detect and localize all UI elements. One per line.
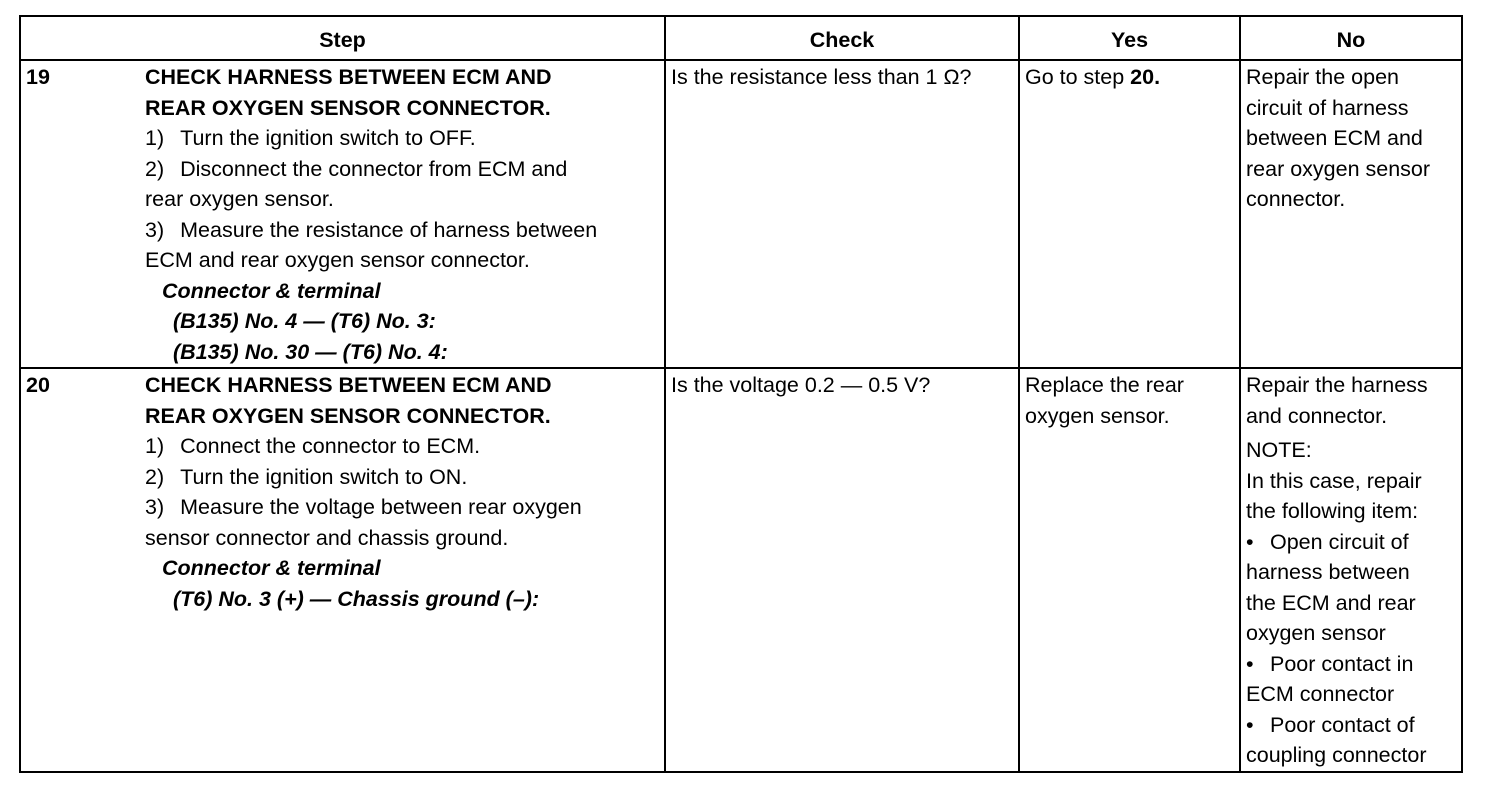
no-cell [1240,368,1462,772]
procedure-text: Connect the connector to ECM. [180,434,481,458]
procedure-step [145,215,659,246]
step-title: CHECK HARNESS BETWEEN ECM AND [145,373,552,397]
procedure-text: ECM and rear oxygen sensor connector. [145,248,530,272]
procedure-step [145,123,659,154]
procedure-number: 2) [145,464,165,489]
procedure-text: sensor connector and chassis ground. [145,525,509,550]
procedure-number: 2) [145,156,165,181]
bullet-item: • Poor contact of [1246,710,1456,741]
step-title: REAR OXYGEN SENSOR CONNECTOR. [145,95,551,120]
terminal-heading: Connector & terminal [162,556,381,580]
step-number: 19 [26,65,50,89]
procedure-step [145,431,659,462]
table-row [20,60,1462,368]
procedure-text: rear oxygen sensor. [145,187,334,211]
bullet-item: • Poor contact in [1246,649,1456,680]
no-text: and connector. [1246,403,1388,428]
check-cell: Is the voltage 0.2 — 0.5 V? [665,368,1019,772]
procedure-number: 1) [145,434,165,458]
procedure-text: Disconnect the connector from ECM and [180,156,568,181]
bullet-continuation: ECM connector [1246,682,1395,706]
no-text: connector. [1246,187,1346,211]
step-reference: 20 [1130,65,1155,89]
terminal-spec: (T6) No. 3 (+) — Chassis ground (–): [173,586,540,611]
procedure-step [145,154,659,185]
procedure-number: 3) [145,495,165,519]
diagnostic-table [19,15,1463,773]
procedure-text: Turn the ignition switch to ON. [180,464,468,489]
header-check: Check [665,16,1019,60]
step-reference-period: . [1154,65,1161,89]
no-text: circuit of harness [1246,95,1409,120]
header-no: No [1240,16,1462,60]
yes-text: Go to step [1025,65,1131,89]
no-text: rear oxygen sensor [1246,156,1431,181]
procedure-step [145,462,659,493]
bullet-continuation: harness between [1246,560,1410,584]
header-step: Step [20,16,665,60]
step-cell [20,368,665,772]
no-text: Repair the harness [1246,373,1428,397]
procedure-number: 3) [145,217,165,242]
yes-cell [1019,60,1240,368]
yes-text: Replace the rear [1025,373,1184,397]
procedure-text: Measure the voltage between rear oxygen [180,495,582,519]
yes-cell [1019,368,1240,772]
yes-text: oxygen sensor. [1025,403,1170,428]
no-cell [1240,60,1462,368]
note-text: the following item: [1246,499,1419,523]
step-title: REAR OXYGEN SENSOR CONNECTOR. [145,403,551,428]
terminal-heading: Connector & terminal [162,278,381,303]
step-cell [20,60,665,368]
table-row [20,368,1462,772]
no-text: between ECM and [1246,126,1423,150]
header-yes: Yes [1019,16,1240,60]
procedure-number: 1) [145,126,165,150]
procedure-step [145,492,659,523]
terminal-spec: (B135) No. 4 — (T6) No. 3: [173,309,436,333]
bullet-item: • Open circuit of [1246,527,1456,558]
bullet-continuation: the ECM and rear [1246,590,1416,615]
step-title: CHECK HARNESS BETWEEN ECM AND [145,65,552,89]
step-number: 20 [26,373,50,397]
header-row [20,16,1462,60]
bullet-continuation: coupling connector [1246,743,1427,767]
check-cell: Is the resistance less than 1 Ω? [665,60,1019,368]
procedure-text: Measure the resistance of harness between [180,217,598,242]
note-label: NOTE: [1246,438,1312,462]
terminal-spec: (B135) No. 30 — (T6) No. 4: [173,339,448,364]
bullet-continuation: oxygen sensor [1246,621,1386,645]
procedure-text: Turn the ignition switch to OFF. [180,126,476,150]
note-text: In this case, repair [1246,468,1422,493]
no-text: Repair the open [1246,65,1399,89]
